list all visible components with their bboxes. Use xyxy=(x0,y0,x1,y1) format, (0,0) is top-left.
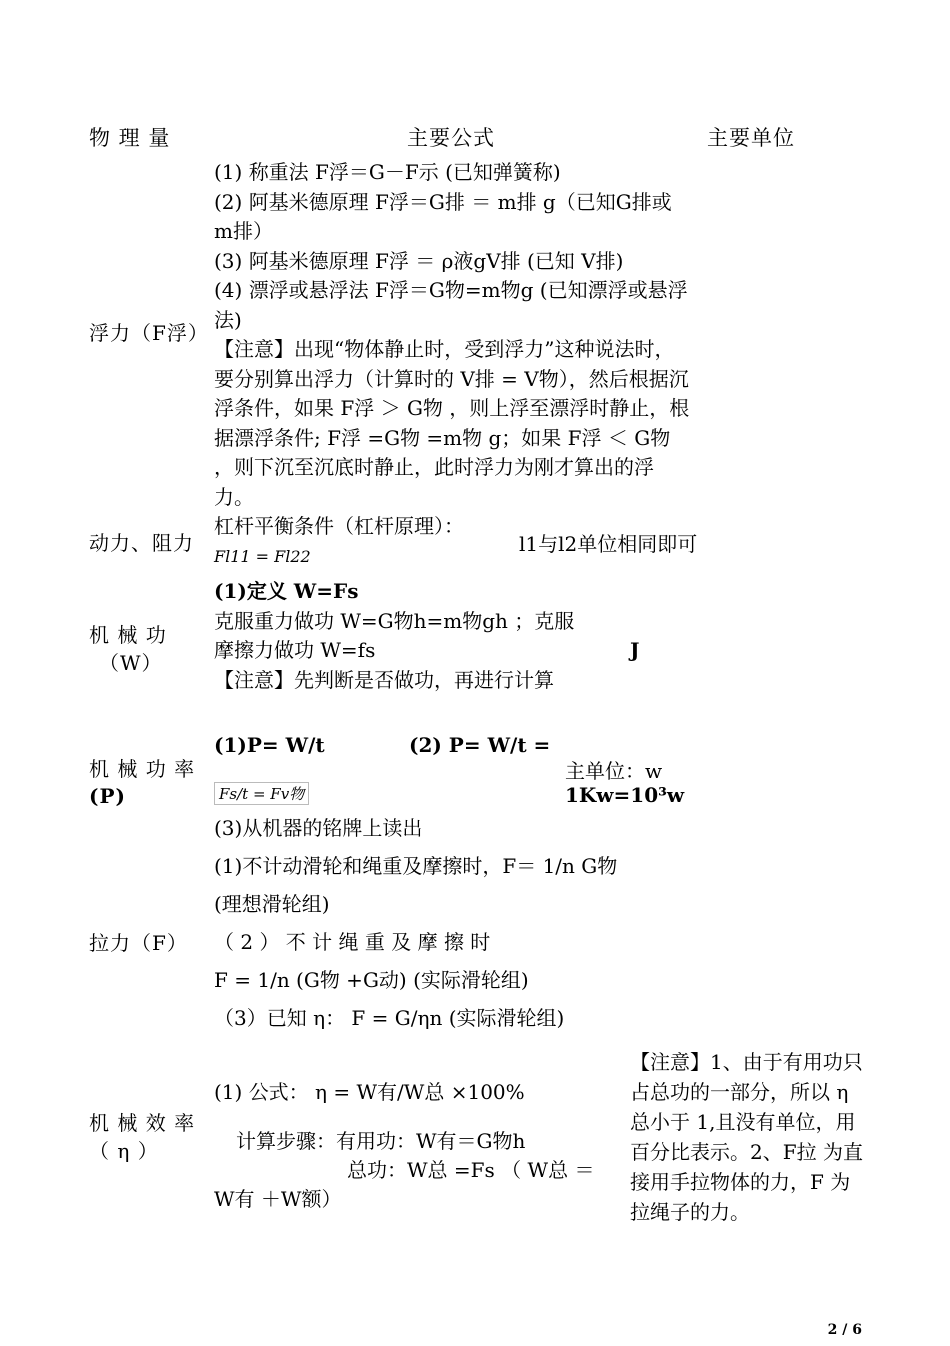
pull-formula-3: （3）已知 η： F = G/ηn (实际滑轮组) xyxy=(214,1006,565,1030)
header-unit: 主要单位 xyxy=(707,126,795,150)
label-efficiency-symbol: （ η ） xyxy=(89,1139,159,1163)
lever-condition: 杠杆平衡条件（杠杆原理）： xyxy=(214,514,464,538)
efficiency-useful-work: 计算步骤：有用功：W有＝G物h xyxy=(236,1129,526,1153)
header-quantity: 物 理 量 xyxy=(89,126,171,150)
power-formula-2: (2) P= W/t = xyxy=(409,733,551,757)
work-unit: J xyxy=(630,638,640,662)
work-friction: 摩擦力做功 W=fs xyxy=(214,638,376,662)
page-number: 2 / 6 xyxy=(827,1322,862,1338)
efficiency-note: 【注意】1、由于有用功只占总功的一部分，所以 η 总小于 1,且没有单位，用百分比表示。2、F拉 为直接用手拉物体的力，F 为拉绳子的力。 xyxy=(630,1050,863,1224)
label-lever: 动力、阻力 xyxy=(89,531,194,555)
label-power: 机 械 功 率 xyxy=(89,757,196,781)
buoyancy-formula-3: (3) 阿基米德原理 F浮 ＝ ρ液gV排 (已知 V排) xyxy=(214,248,624,273)
lever-unit: l1与l2单位相同即可 xyxy=(519,532,698,556)
buoyancy-note: 【注意】出现“物体静止时，受到浮力”这种说法时，要分别算出浮力（计算时的 V排 = V物），然后根据沉浮条件，如果 F浮 ＞ G物 ，则上浮至漂浮时静止，根据漂浮条件; F浮 =G物 =m物 g；如果 F浮 ＜ G物 ，则下沉至沉底时静止，此时浮力为刚才算出的浮力。 xyxy=(214,337,690,509)
lever-equation: Fl11 = Fl22 xyxy=(214,546,311,566)
label-buoyancy: 浮力（F浮） xyxy=(89,321,209,345)
pull-formula-2-eq: F = 1/n (G物 +G动) (实际滑轮组) xyxy=(214,968,529,992)
header-formula: 主要公式 xyxy=(407,126,495,150)
power-formula-3: Fs/t = Fv物 xyxy=(214,782,309,805)
power-formula-1: (1)P= W/t xyxy=(214,733,325,757)
label-efficiency: 机 械 效 率 xyxy=(89,1111,196,1135)
label-power-symbol: (P) xyxy=(89,784,126,808)
buoyancy-formula-1: (1) 称重法 F浮＝G－F示 (已知弹簧称) xyxy=(214,160,561,184)
buoyancy-formulas xyxy=(214,158,690,512)
label-work-symbol: （W） xyxy=(99,651,163,675)
pull-formula-2: （ 2 ） 不 计 绳 重 及 摩 擦 时 xyxy=(214,930,491,954)
buoyancy-formula-4: (4) 漂浮或悬浮法 F浮＝G物=m物g (已知漂浮或悬浮法) xyxy=(214,278,688,332)
pull-formula-1: (1)不计动滑轮和绳重及摩擦时，F＝ 1/n G物 xyxy=(214,854,618,878)
power-unit-conversion: 1Kw=10³w xyxy=(565,783,685,807)
work-gravity: 克服重力做功 W=G物h=m物gh ；克服 xyxy=(214,608,575,633)
label-pull: 拉力（F） xyxy=(89,931,188,955)
work-formulas xyxy=(214,577,690,695)
buoyancy-formula-2: (2) 阿基米德原理 F浮＝G排 ＝ m排 g（已知G排或m排） xyxy=(214,189,672,243)
efficiency-total-work-sum: W有 ＋W额） xyxy=(214,1187,342,1211)
label-work: 机 械 功 xyxy=(89,623,167,647)
pull-formulas xyxy=(214,847,690,1037)
efficiency-total-work: 总功：W总 =Fs （ W总 ＝ xyxy=(347,1158,595,1182)
power-formula-4: (3)从机器的铭牌上读出 xyxy=(214,816,423,840)
efficiency-formula: (1) 公式： η = W有/W总 ×100% xyxy=(214,1080,525,1104)
power-unit-main: 主单位：w xyxy=(565,759,663,783)
work-note: 【注意】先判断是否做功，再进行计算 xyxy=(214,667,554,692)
work-definition: (1)定义 W=Fs xyxy=(214,579,359,603)
pull-formula-1-note: (理想滑轮组) xyxy=(214,892,330,916)
